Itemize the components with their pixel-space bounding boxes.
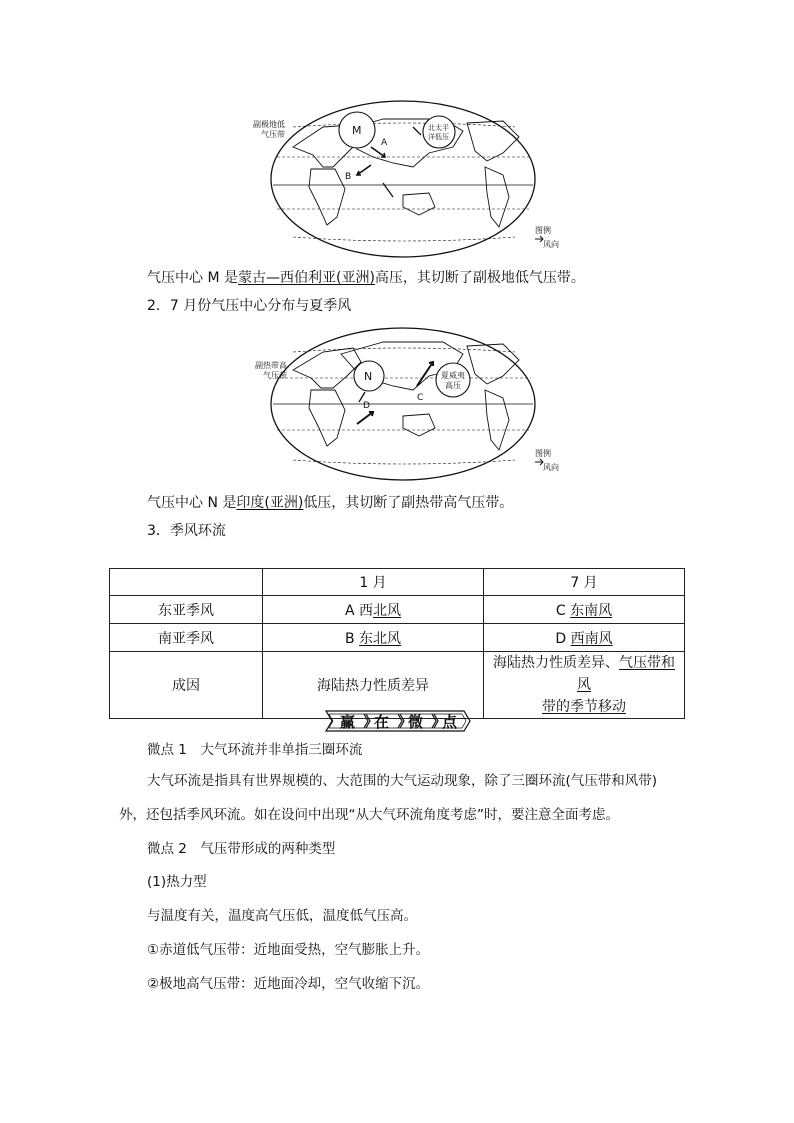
point-2-paragraph: 与温度有关，温度高气压低，温度低气压高。 [147, 908, 417, 924]
center-n-label: N [364, 370, 373, 383]
legend-item: 风向 [543, 240, 559, 249]
caption-underlined: 蒙古—西伯利亚(亚洲) [237, 270, 375, 286]
caption-pre: 气压中心 M 是 [147, 270, 238, 286]
high-label-line2: 高压 [445, 381, 461, 390]
low-label-line2: 洋低压 [428, 133, 449, 141]
section-ribbon-heading [324, 708, 472, 734]
center-m-label: M [352, 124, 362, 137]
january-wind: B 东北风 [263, 624, 484, 652]
header-cell-empty [110, 569, 263, 596]
ribbon-char-3: 微 [408, 713, 424, 731]
header-cell-july: 7 月 [484, 569, 685, 596]
point-1-paragraph-line2: 外，还包括季风环流。如在设问中出现“从大气环流角度考虑”时，要注意全面考虑。 [119, 807, 619, 823]
point-2-item-1: ①赤道低气压带：近地面受热，空气膨胀上升。 [147, 942, 430, 958]
belt-label-line2: 气压带 [263, 371, 287, 380]
point-1-title: 微点 1 大气环流并非单指三圈环流 [147, 742, 363, 758]
row-name: 成因 [110, 652, 263, 719]
legend-title: 图例 [535, 226, 551, 235]
january-pressure-map [253, 97, 563, 259]
belt-label-line2: 气压带 [261, 130, 285, 139]
point-2-item-2: ②极地高气压带：近地面冷却，空气收缩下沉。 [147, 976, 430, 992]
hawaiian-high-circle [436, 363, 470, 397]
point-2-subtitle: (1)热力型 [147, 874, 207, 890]
table-row [110, 596, 685, 624]
january-cause: 海陆热力性质差异 [263, 652, 484, 719]
map2-caption [147, 493, 513, 513]
ribbon-char-1: 赢 [340, 713, 356, 731]
legend-title: 图例 [535, 449, 551, 458]
section-2-title: 2．7 月份气压中心分布与夏季风 [147, 298, 352, 314]
row-name: 东亚季风 [110, 596, 263, 624]
july-pressure-map [253, 322, 563, 484]
arrow-label-b: B [345, 172, 352, 182]
low-label-line1: 北太平 [428, 124, 449, 132]
header-cell-january: 1 月 [263, 569, 484, 596]
july-cause: 海陆热力性质差异、气压带和风 带的季节移动 [484, 652, 685, 719]
caption-underlined: 印度(亚洲) [236, 495, 304, 511]
monsoon-table [109, 568, 685, 719]
table-row [110, 624, 685, 652]
map1-caption [147, 268, 585, 288]
high-label-line1: 夏威夷 [441, 371, 465, 380]
caption-pre: 气压中心 N 是 [147, 495, 237, 511]
caption-post: 低压，其切断了副热带高气压带。 [303, 495, 514, 511]
january-wind: A 西北风 [263, 596, 484, 624]
belt-label-line1: 副极地低 [253, 120, 285, 129]
map-frame [271, 101, 535, 257]
arrow-label-c: C [417, 393, 424, 403]
table-header-row [110, 569, 685, 596]
legend-item: 风向 [543, 463, 559, 472]
aleutian-low-circle [423, 116, 455, 148]
july-wind: C 东南风 [484, 596, 685, 624]
belt-label-line1: 副热带高 [255, 361, 287, 370]
ribbon-char-4: 点 [442, 713, 458, 731]
july-wind: D 西南风 [484, 624, 685, 652]
caption-post: 高压，其切断了副极地低气压带。 [374, 270, 585, 286]
point-2-title: 微点 2 气压带形成的两种类型 [147, 841, 336, 857]
ribbon-char-2: 在 [374, 713, 390, 731]
arrow-label-a: A [381, 138, 388, 148]
arrow-label-d: D [363, 401, 370, 411]
row-name: 南亚季风 [110, 624, 263, 652]
section-3-title: 3．季风环流 [147, 523, 226, 539]
point-1-paragraph-line1: 大气环流是指具有世界规模的、大范围的大气运动现象，除了三圈环流(气压带和风带) [147, 773, 658, 789]
